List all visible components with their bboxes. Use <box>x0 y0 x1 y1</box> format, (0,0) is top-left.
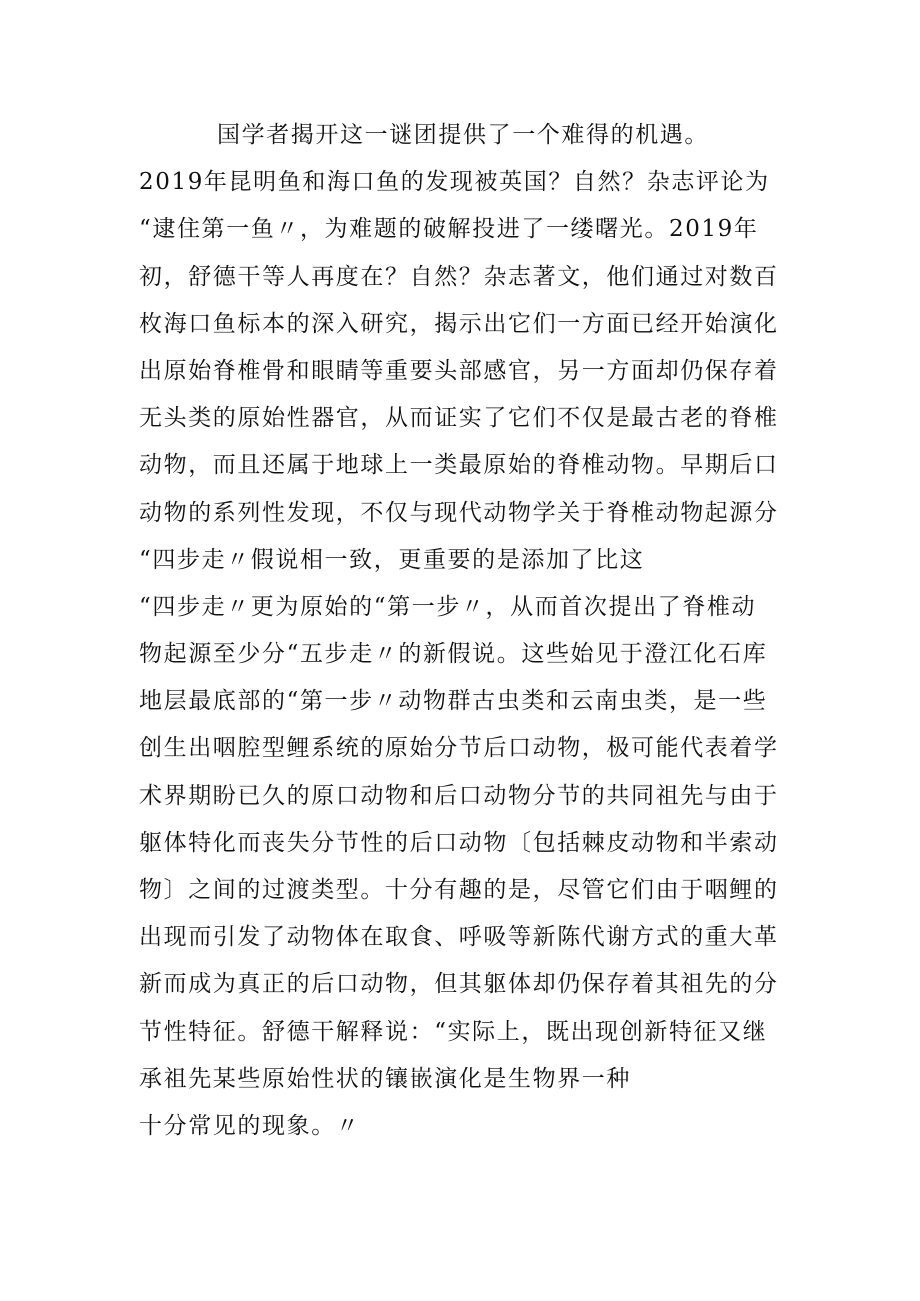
text-line: 初，舒德干等人再度在？自然？杂志著文，他们通过对数百 <box>139 263 779 290</box>
text-line: 物〕之间的过渡类型。十分有趣的是，尽管它们由于咽鲤的 <box>139 877 779 903</box>
body-text <box>139 112 789 1150</box>
text-line: 创生出咽腔型鲤系统的原始分节后口动物，极可能代表着学 <box>139 735 779 762</box>
text-line: 无头类的原始性器官，从而证实了它们不仅是最古老的脊椎 <box>139 405 779 432</box>
text-line: 动物，而且还属于地球上一类最原始的脊椎动物。早期后口 <box>139 452 779 479</box>
text-line: 地层最底部的“第一步〃动物群古虫类和云南虫类，是一些 <box>139 688 768 715</box>
text-line: 术界期盼已久的原口动物和后口动物分节的共同祖先与由于 <box>139 782 779 809</box>
text-line: “逮住第一鱼〃，为难题的破解投进了一缕曙光。2019年 <box>139 216 759 243</box>
text-line: 国学者揭开这一谜团提供了一个难得的机遇。 <box>217 122 709 148</box>
text-line: 节性特征。舒德干解释说：“实际上，既出现创新特征又继 <box>139 1018 768 1045</box>
text-line: 2019年昆明鱼和海口鱼的发现被英国？自然？杂志评论为 <box>139 169 770 196</box>
text-line: 枚海口鱼标本的深入研究，揭示出它们一方面已经开始演化 <box>139 310 779 337</box>
text-line: 新而成为真正的后口动物，但其躯体却仍保存着其祖先的分 <box>139 971 779 998</box>
text-line: 承祖先某些原始性状的镶嵌演化是生物界一种 <box>139 1065 631 1092</box>
text-line: 出现而引发了动物体在取食、呼吸等新陈代谢方式的重大革 <box>139 924 779 951</box>
text-line: 动物的系列性发现，不仅与现代动物学关于脊椎动物起源分 <box>139 499 779 526</box>
text-line: “四步走〃更为原始的“第一步〃，从而首次提出了脊椎动 <box>139 593 757 620</box>
text-line: 物起源至少分“五步走〃的新假说。这些始见于澄江化石库 <box>139 641 768 668</box>
text-line: 出原始脊椎骨和眼睛等重要头部感官，另一方面却仍保存着 <box>139 357 779 384</box>
text-line: “四步走〃假说相一致，更重要的是添加了比这 <box>139 546 645 573</box>
text-line: 躯体特化而丧失分节性的后口动物〔包括棘皮动物和半索动 <box>139 829 779 856</box>
text-line: 十分常见的现象。〃 <box>139 1112 361 1139</box>
